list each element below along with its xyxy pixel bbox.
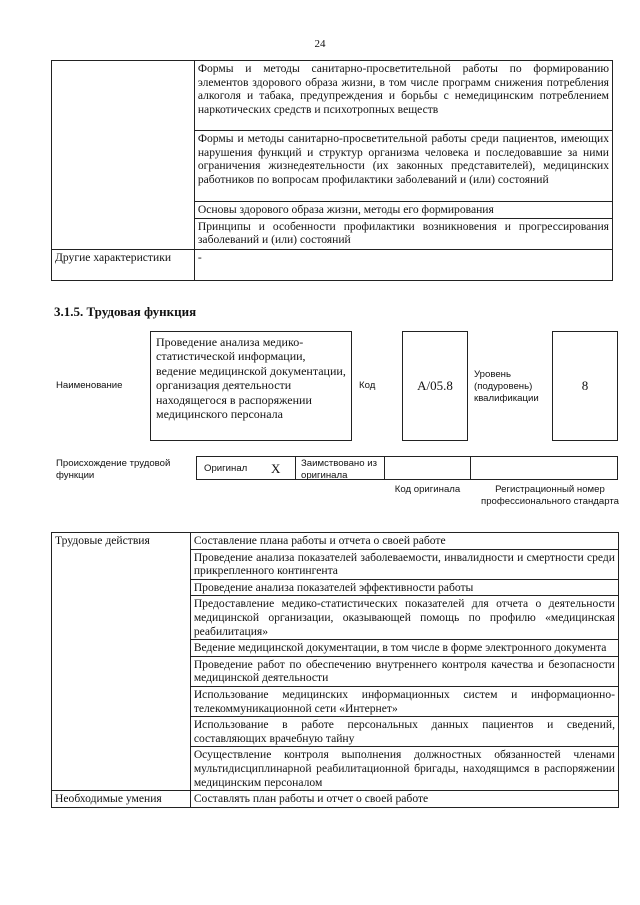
table-cell: Использование медицинских информационных систем и информационно-телекоммуникационной сети «Интернет» — [190, 686, 618, 716]
name-label: Наименование — [56, 380, 123, 391]
reg-number-box — [470, 456, 618, 480]
table-cell: Основы здорового образа жизни, методы его формирования — [194, 202, 612, 219]
original-box — [196, 456, 296, 480]
table-label-cell — [52, 61, 195, 250]
origin-label: Происхождение трудовой функции — [56, 458, 171, 481]
table-cell: Проведение анализа показателей заболеваемости, инвалидности и смертности среди прикрепленного контингента — [190, 549, 618, 579]
knowledge-table — [51, 60, 613, 281]
original-label: Оригинал — [204, 463, 248, 474]
skills-label: Необходимые умения — [52, 791, 191, 808]
table-cell: Предоставление медико-статистических показателей для отчета о деятельности медицинской организации, оказывающей помощь по профилю «медицинская реабилитация» — [190, 596, 618, 640]
table-cell: Составление плана работы и отчета о своей работе — [190, 533, 618, 550]
code-value-box: A/05.8 — [402, 331, 468, 441]
level-label: Уровень (подуровень) квалификации — [474, 369, 539, 404]
borrowed-label: Заимствовано из оригинала — [295, 456, 385, 480]
table-cell: Принципы и особенности профилактики возникновения и прогрессирования заболеваний и (или) состояний — [194, 218, 612, 249]
code-original-box — [384, 456, 471, 480]
reg-number-caption: Регистрационный номер профессионального стандарта — [481, 484, 619, 507]
table-cell: Формы и методы санитарно-просветительной работы среди пациентов, имеющих нарушения функций и структур организма человека и последовавшие за ними ограничения жизнедеятельности (их законных представителей), медицинских работников по вопросам профилактики заболеваний и (или) состояний — [194, 131, 612, 202]
table-cell: Осуществление контроля выполнения должностных обязанностей членами мультидисциплинарной реабилитационной бригады, находящимся в распоряжении медицинским персоналом — [190, 747, 618, 791]
function-name-box: Проведение анализа медико-статистической информации, ведение медицинской документации, организация деятельности находящегося в распоряжении медицинского персонала — [150, 331, 352, 441]
other-characteristics-label: Другие характеристики — [52, 249, 195, 280]
original-mark: X — [271, 461, 281, 476]
section-title: 3.1.5. Трудовая функция — [54, 304, 197, 319]
table-cell: Формы и методы санитарно-просветительной работы по формированию элементов здорового образа жизни, в том числе программ снижения потребления алкоголя и табака, предупреждения и борьбы с немедицинским потреблением наркотических средств и психотропных веществ — [194, 61, 612, 131]
table-cell: Ведение медицинской документации, в том числе в форме электронного документа — [190, 640, 618, 657]
table-cell: Использование в работе персональных данных пациентов и сведений, составляющих врачебную тайну — [190, 717, 618, 747]
table-cell: Проведение работ по обеспечению внутреннего контроля качества и безопасности медицинской деятельности — [190, 656, 618, 686]
table-cell: Проведение анализа показателей эффективности работы — [190, 579, 618, 596]
code-label: Код — [359, 380, 376, 391]
page-number: 24 — [314, 38, 326, 50]
table-cell: Составлять план работы и отчет о своей работе — [190, 791, 618, 808]
labor-actions-table — [51, 532, 619, 808]
level-value-box: 8 — [552, 331, 618, 441]
actions-label: Трудовые действия — [52, 533, 191, 791]
other-characteristics-value: - — [194, 249, 612, 280]
code-original-caption: Код оригинала — [394, 484, 461, 495]
